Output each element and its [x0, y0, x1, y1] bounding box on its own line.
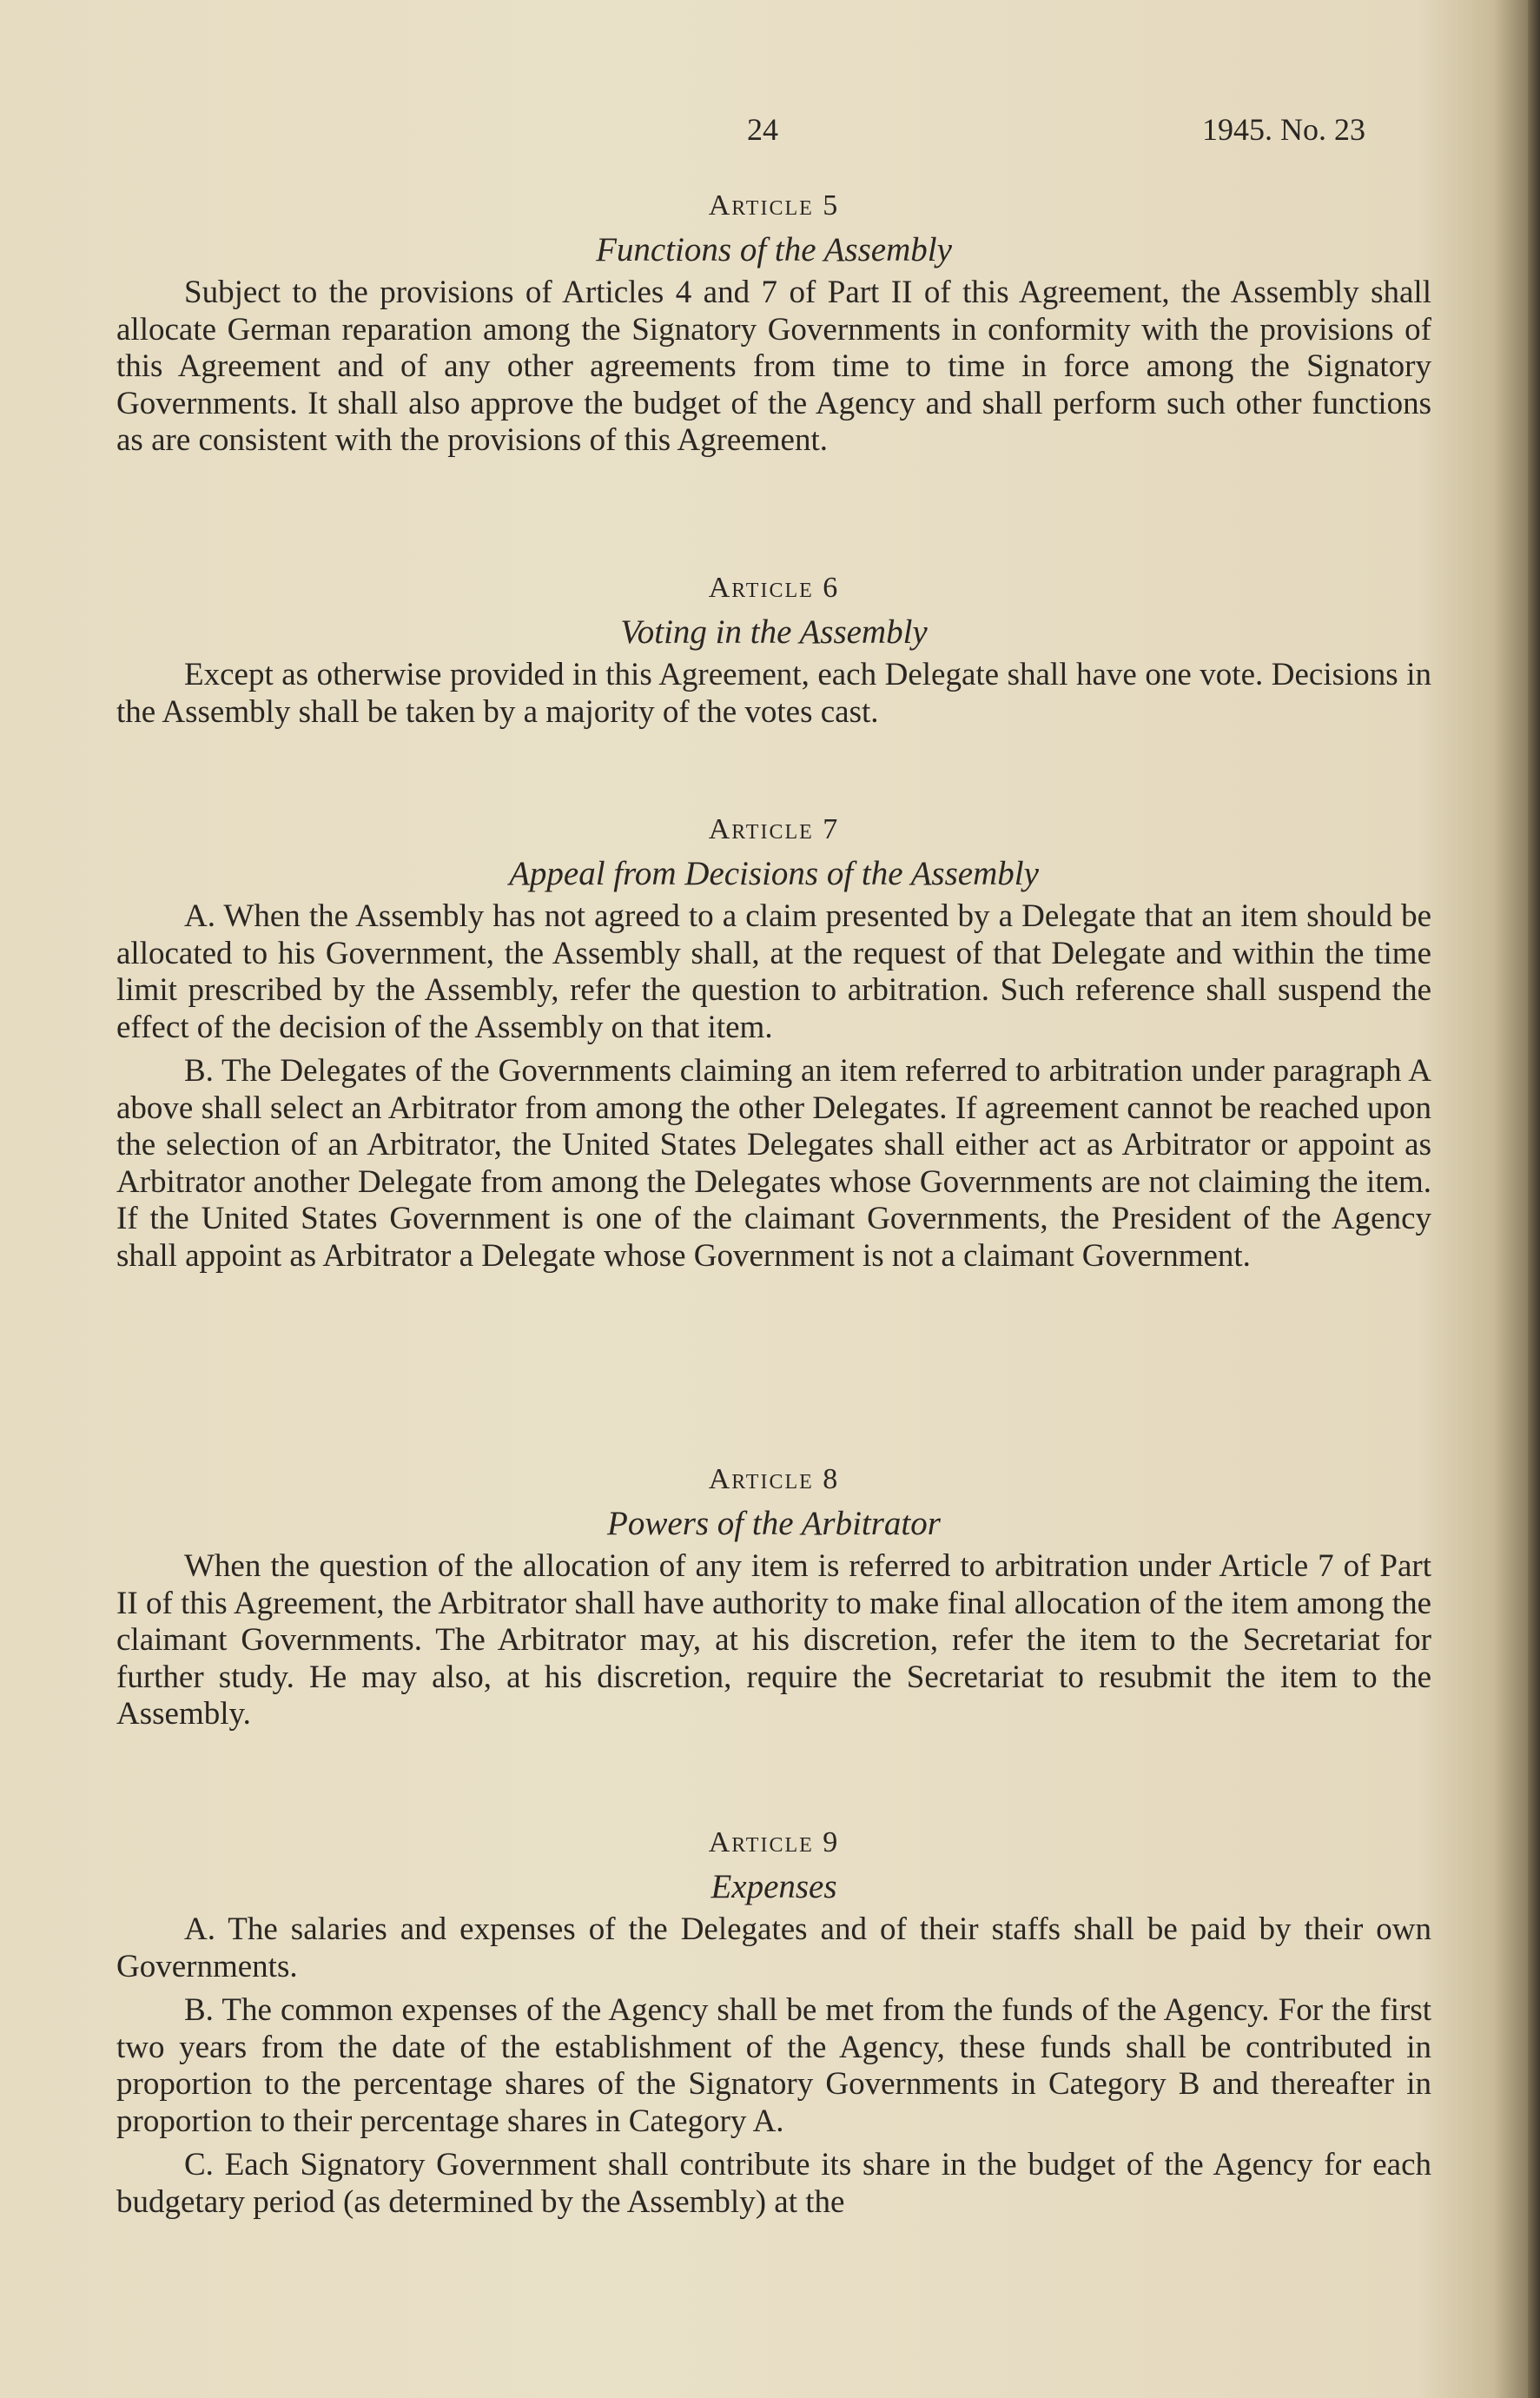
article-title: Functions of the Assembly	[596, 231, 952, 268]
article-heading: Article 6	[708, 572, 840, 604]
article-8	[116, 1460, 1431, 1740]
article-title: Appeal from Decisions of the Assembly	[509, 855, 1039, 892]
article-paragraph-a: A. When the Assembly has not agreed to a claim presented by a Delegate that an item should be allocated to his Government, the Assembly shall, at the request of that Delegate and within the time limit prescribed by the Assembly, refer the question to arbitration. Such reference shall suspend the effect of the decision of the Assembly on that item.	[116, 898, 1431, 1045]
article-paragraph: Except as otherwise provided in this Agreement, each Delegate shall have one vote. Decisions in the Assembly shall be taken by a majority of the votes cast.	[116, 657, 1431, 730]
article-paragraph-c: C. Each Signatory Government shall contribute its share in the budget of the Agency for each budgetary period (as determined by the Assembly) at the	[116, 2147, 1431, 2220]
page-binding-edge	[1528, 0, 1540, 2398]
article-paragraph: Subject to the provisions of Articles 4 and 7 of Part II of this Agreement, the Assembly shall allocate German reparation among the Signatory Governments in conformity with the provisions of this Agreement and of any other agreements from time to time in force among the Signatory Governments. It shall also approve the budget of the Agency and shall perform such other functions as are consistent with the provisions of this Agreement.	[116, 275, 1431, 458]
article-heading: Article 8	[708, 1463, 840, 1495]
article-5	[116, 186, 1431, 467]
article-title: Voting in the Assembly	[620, 613, 928, 651]
article-paragraph-b: B. The Delegates of the Governments claiming an item referred to arbitration under paragraph A above shall select an Arbitrator from among the other Delegates. If agreement cannot be reached upon the selection of an Arbitrator, the United States Delegates shall either act as Arbitrator or appoint as Arbitrator another Delegate from among the Delegates whose Governments are not claiming the item. If the United States Government is one of the claimant Governments, the President of the Agency shall appoint as Arbitrator a Delegate whose Government is not a claimant Government.	[116, 1053, 1431, 1274]
article-7	[116, 810, 1431, 1282]
document-reference: 1945. No. 23	[1202, 112, 1365, 147]
article-heading: Article 9	[708, 1826, 840, 1858]
article-6	[116, 568, 1431, 738]
page-header	[0, 111, 1540, 155]
article-paragraph: When the question of the allocation of any item is referred to arbitration under Article 7 of Part II of this Agreement, the Arbitrator shall have authority to make final allocation of the item among the claimant Governments. The Arbitrator may, at his discretion, refer the item to the Secretariat for further study. He may also, at his discretion, require the Secretariat to resubmit the item to the Assembly.	[116, 1548, 1431, 1732]
article-9	[116, 1823, 1431, 2228]
article-title: Powers of the Arbitrator	[607, 1505, 941, 1542]
article-heading: Article 7	[708, 813, 840, 845]
article-title: Expenses	[711, 1868, 837, 1905]
article-paragraph-b: B. The common expenses of the Agency shall be met from the funds of the Agency. For the first two years from the date of the establishment of the Agency, these funds shall be contributed in proportion to the percentage shares of the Signatory Governments in Category B and thereafter in proportion to their percentage shares in Category A.	[116, 1992, 1431, 2139]
page-number: 24	[747, 112, 778, 147]
article-heading: Article 5	[708, 189, 840, 222]
article-paragraph-a: A. The salaries and expenses of the Delegates and of their staffs shall be paid by their own Governments.	[116, 1911, 1431, 1984]
